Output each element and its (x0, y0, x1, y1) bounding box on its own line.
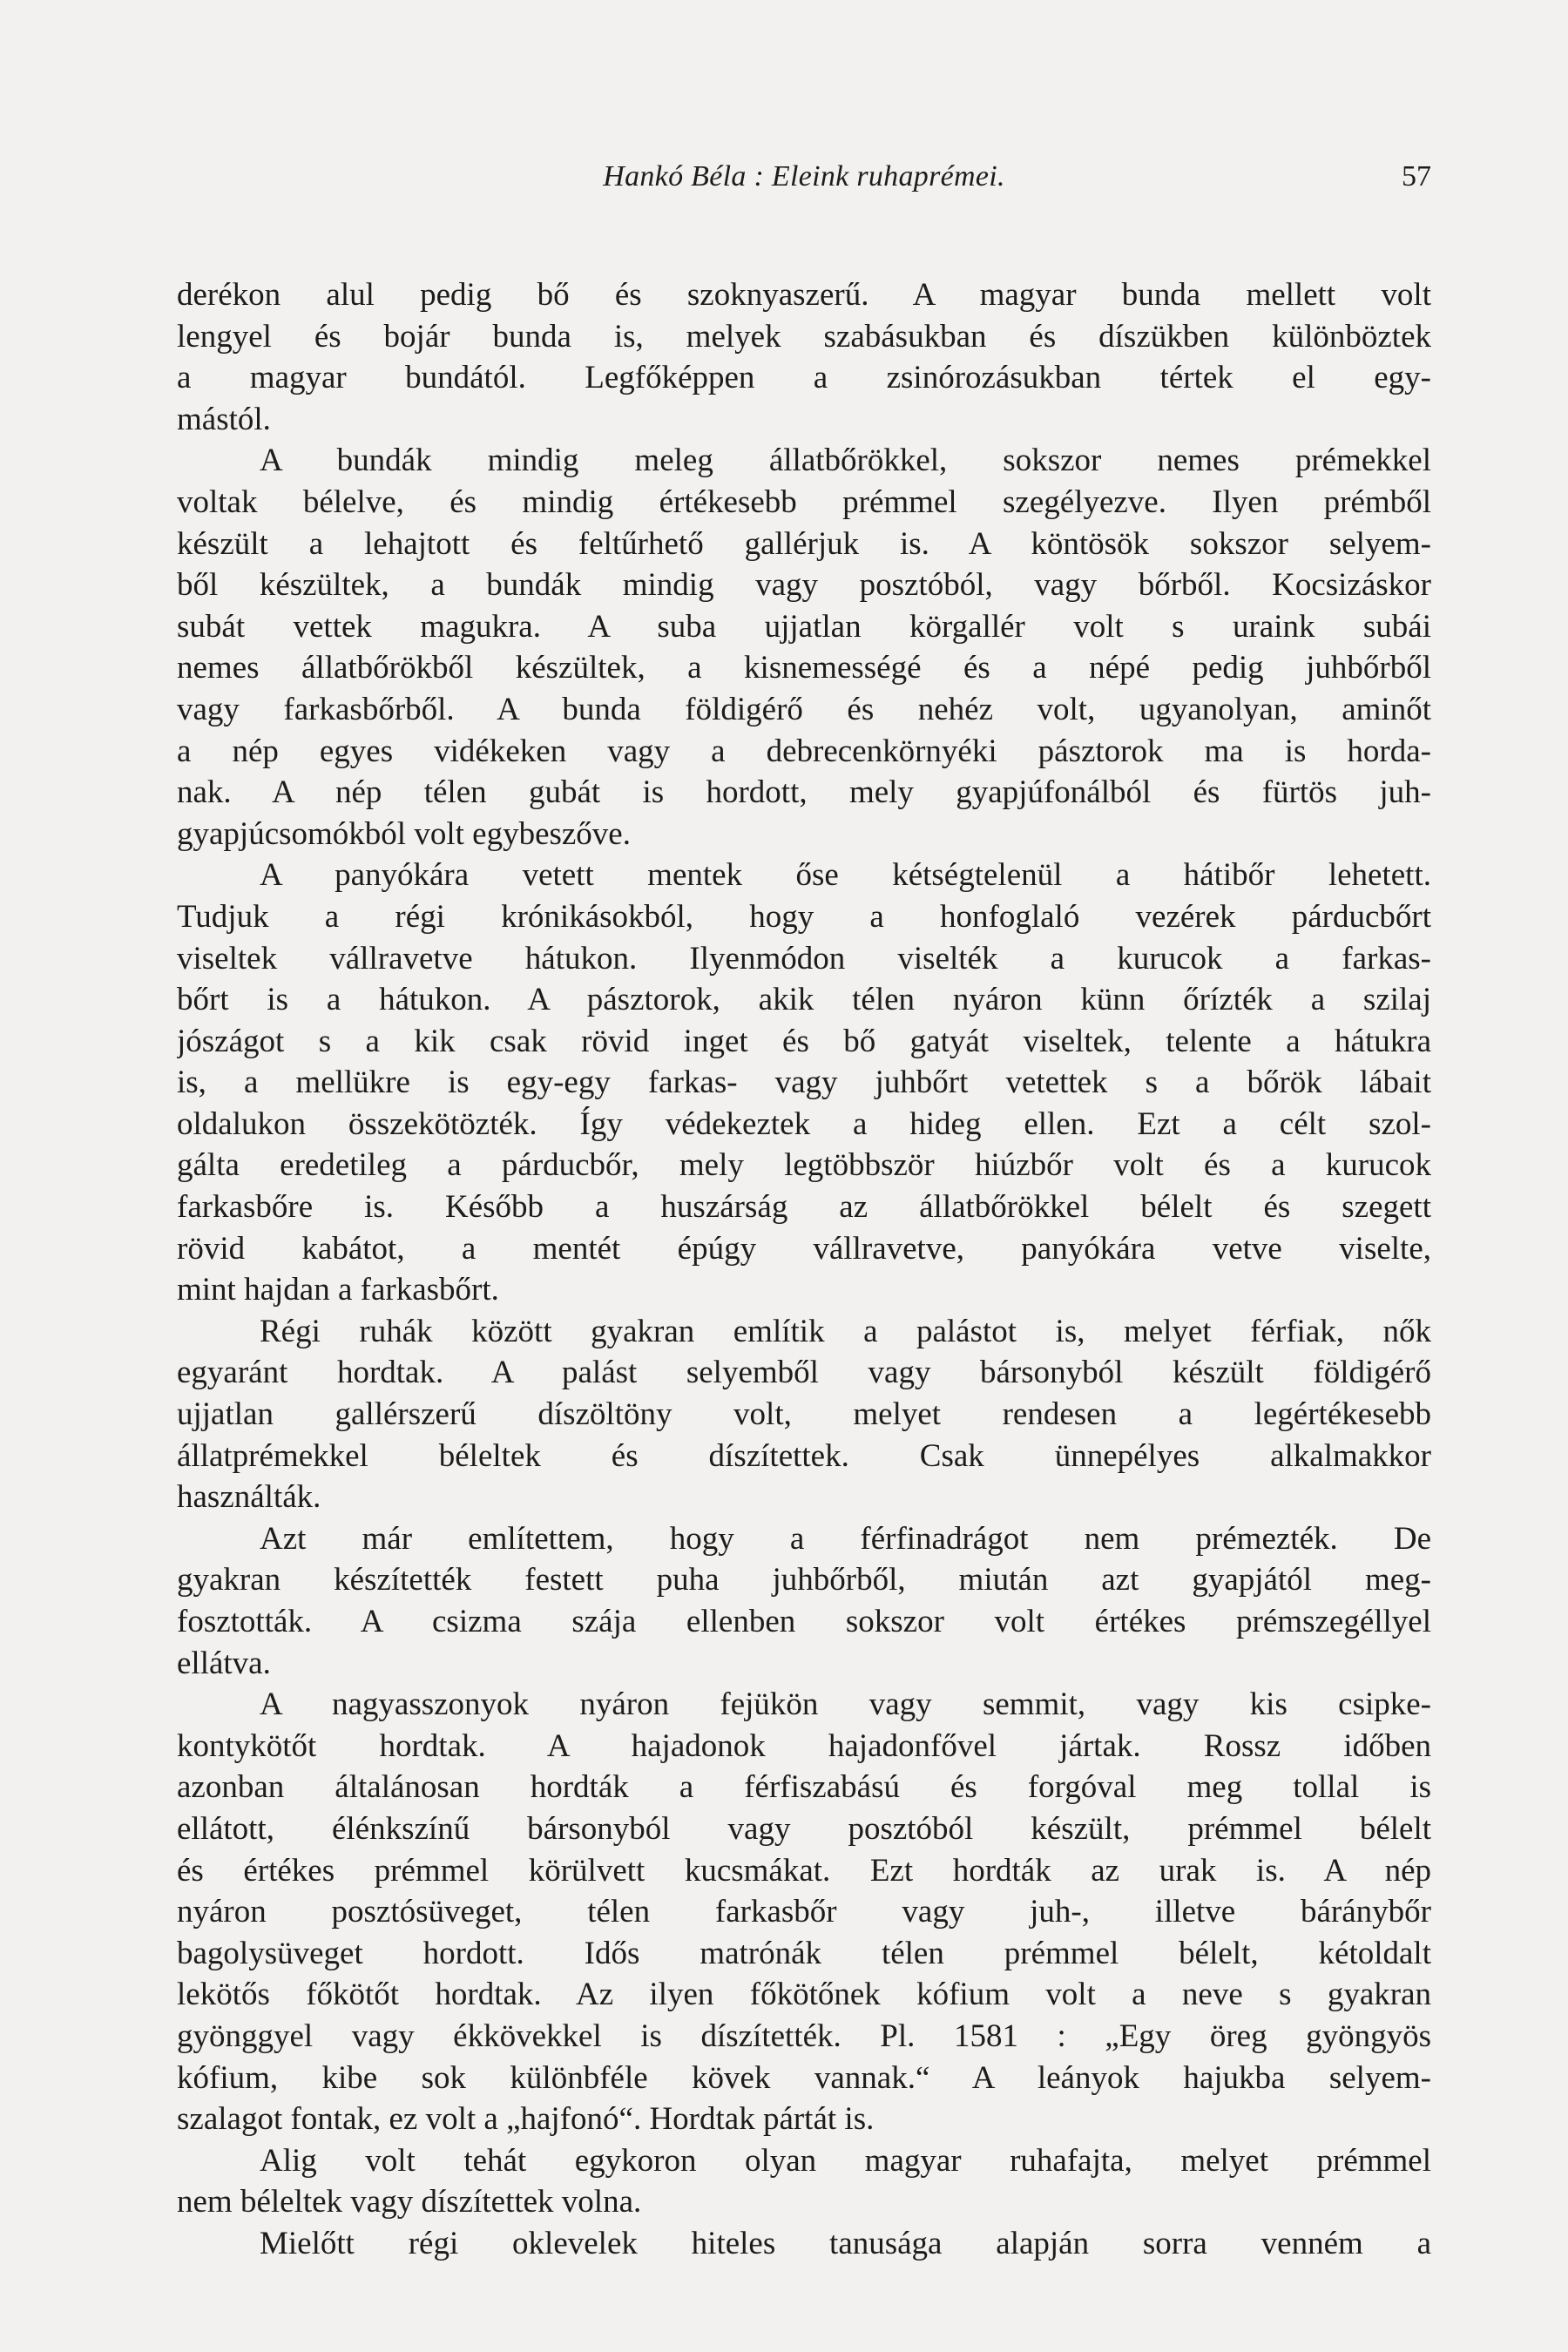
text-line: nem béleltek vagy díszítettek volna. (177, 2184, 642, 2220)
text-line: készült a lehajtott és feltűrhető gallérjuk is. A köntösök sokszor selyem- (177, 525, 1431, 562)
text-line: lengyel és bojár bunda is, melyek szabásukban és díszükben különböztek (177, 318, 1431, 355)
text-line: viseltek vállravetve hátukon. Ilyenmódon viselték a kurucok a farkas- (177, 940, 1431, 977)
text-line: azonban általánosan hordták a férfiszabású és forgóval meg tollal is (177, 1769, 1431, 1806)
text-line: A bundák mindig meleg állatbőrökkel, sokszor nemes prémekkel (260, 443, 1431, 479)
text-line: vagy farkasbőrből. A bunda földigérő és nehéz volt, ugyanolyan, aminőt (177, 691, 1431, 727)
text-line: nak. A nép télen gubát is hordott, mely gyapjúfonálból és fürtös juh- (177, 774, 1431, 811)
text-line: használták. (177, 1479, 321, 1516)
text-line: farkasbőre is. Később a huszárság az állatbőrökkel bélelt és szegett (177, 1189, 1431, 1226)
text-line: állatprémekkel béleltek és díszítettek. Csak ünnepélyes alkalmakkor (177, 1437, 1431, 1474)
text-line: bagolysüveget hordott. Idős matrónák télen prémmel bélelt, kétoldalt (177, 1935, 1431, 1971)
text-line: szalagot fontak, ez volt a „hajfonó“. Hordtak pártát is. (177, 2101, 875, 2138)
text-line: bőrt is a hátukon. A pásztorok, akik télen nyáron künn őrízték a szilaj (177, 982, 1431, 1018)
text-line: ellátott, élénkszínű bársonyból vagy posztóból készült, prémmel bélelt (177, 1810, 1431, 1847)
text-line: ujjatlan gallérszerű díszöltöny volt, melyet rendesen a legértékesebb (177, 1396, 1431, 1433)
text-line: és értékes prémmel körülvett kucsmákat. Ezt hordták az urak is. A nép (177, 1852, 1431, 1889)
text-line: gálta eredetileg a párducbőr, mely legtöbbször hiúzbőr volt és a kurucok (177, 1147, 1431, 1184)
text-line: A nagyasszonyok nyáron fejükön vagy semmit, vagy kis csipke- (260, 1686, 1431, 1723)
text-line: egyaránt hordtak. A palást selyemből vagy bársonyból készült földigérő (177, 1355, 1431, 1391)
body-text (177, 274, 1431, 2265)
text-line: a magyar bundától. Legfőképpen a zsinórozásukban tértek el egy- (177, 360, 1431, 396)
text-line: nyáron posztósüveget, télen farkasbőr vagy juh-, illetve báránybőr (177, 1894, 1431, 1930)
text-line: gyapjúcsomókból volt egybeszőve. (177, 815, 631, 852)
text-line: subát vettek magukra. A suba ujjatlan körgallér volt s uraink subái (177, 608, 1431, 645)
text-line: derékon alul pedig bő és szoknyaszerű. A magyar bunda mellett volt (177, 277, 1431, 313)
text-line: A panyókára vetett mentek őse kétségtelenül a hátibőr lehetett. (260, 857, 1431, 894)
text-line: Tudjuk a régi krónikásokból, hogy a honfoglaló vezérek párducbőrt (177, 898, 1431, 935)
text-line: mástól. (177, 401, 271, 437)
text-line: mint hajdan a farkasbőrt. (177, 1272, 499, 1308)
text-line: fosztották. A csizma szája ellenben sokszor volt értékes prémszegéllyel (177, 1604, 1431, 1639)
text-line: lekötős főkötőt hordtak. Az ilyen főkötőnek kófium volt a neve s gyakran (177, 1977, 1431, 2013)
text-line: is, a mellükre is egy-egy farkas- vagy juhbőrt vetettek s a bőrök lábait (177, 1064, 1431, 1101)
text-line: gyakran készítették festett puha juhbőrből, miután azt gyapjától meg- (177, 1562, 1431, 1598)
text-line: rövid kabátot, a mentét épúgy vállravetve, panyókára vetve viselte, (177, 1230, 1431, 1267)
text-line: gyönggyel vagy ékkövekkel is díszítették. Pl. 1581 : „Egy öreg gyöngyös (177, 2017, 1431, 2054)
text-line: Azt már említettem, hogy a férfinadrágot nem prémezték. De (260, 1520, 1431, 1557)
text-line: nemes állatbőrökből készültek, a kisnemességé és a népé pedig juhbőrből (177, 650, 1431, 686)
text-line: Alig volt tehát egykoron olyan magyar ruhafajta, melyet prémmel (260, 2142, 1431, 2179)
running-head (177, 155, 1431, 199)
running-title: Hankó Béla : Eleink ruhaprémei. (603, 160, 1005, 193)
text-line: Régi ruhák között gyakran említik a palástot is, melyet férfiak, nők (260, 1313, 1431, 1349)
text-line: oldalukon összekötözték. Így védekeztek a hideg ellen. Ezt a célt szol- (177, 1105, 1431, 1142)
text-line: kontykötőt hordtak. A hajadonok hajadonfővel jártak. Rossz időben (177, 1727, 1431, 1764)
page-number: 57 (1402, 160, 1431, 193)
text-line: voltak bélelve, és mindig értékesebb prémmel szegélyezve. Ilyen prémből (177, 483, 1431, 520)
text-line: ből készültek, a bundák mindig vagy posztóból, vagy bőrből. Kocsizáskor (177, 567, 1431, 604)
text-line: a nép egyes vidékeken vagy a debrecenkörnyéki pásztorok ma is horda- (177, 733, 1431, 769)
text-line: jószágot s a kik csak rövid inget és bő gatyát viseltek, telente a hátukra (177, 1023, 1431, 1059)
text-line: ellátva. (177, 1645, 271, 1681)
text-line: kófium, kibe sok különbféle kövek vannak.“ A leányok hajukba selyem- (177, 2059, 1431, 2096)
text-line: Mielőtt régi oklevelek hiteles tanusága alapján sorra venném a (260, 2225, 1431, 2261)
